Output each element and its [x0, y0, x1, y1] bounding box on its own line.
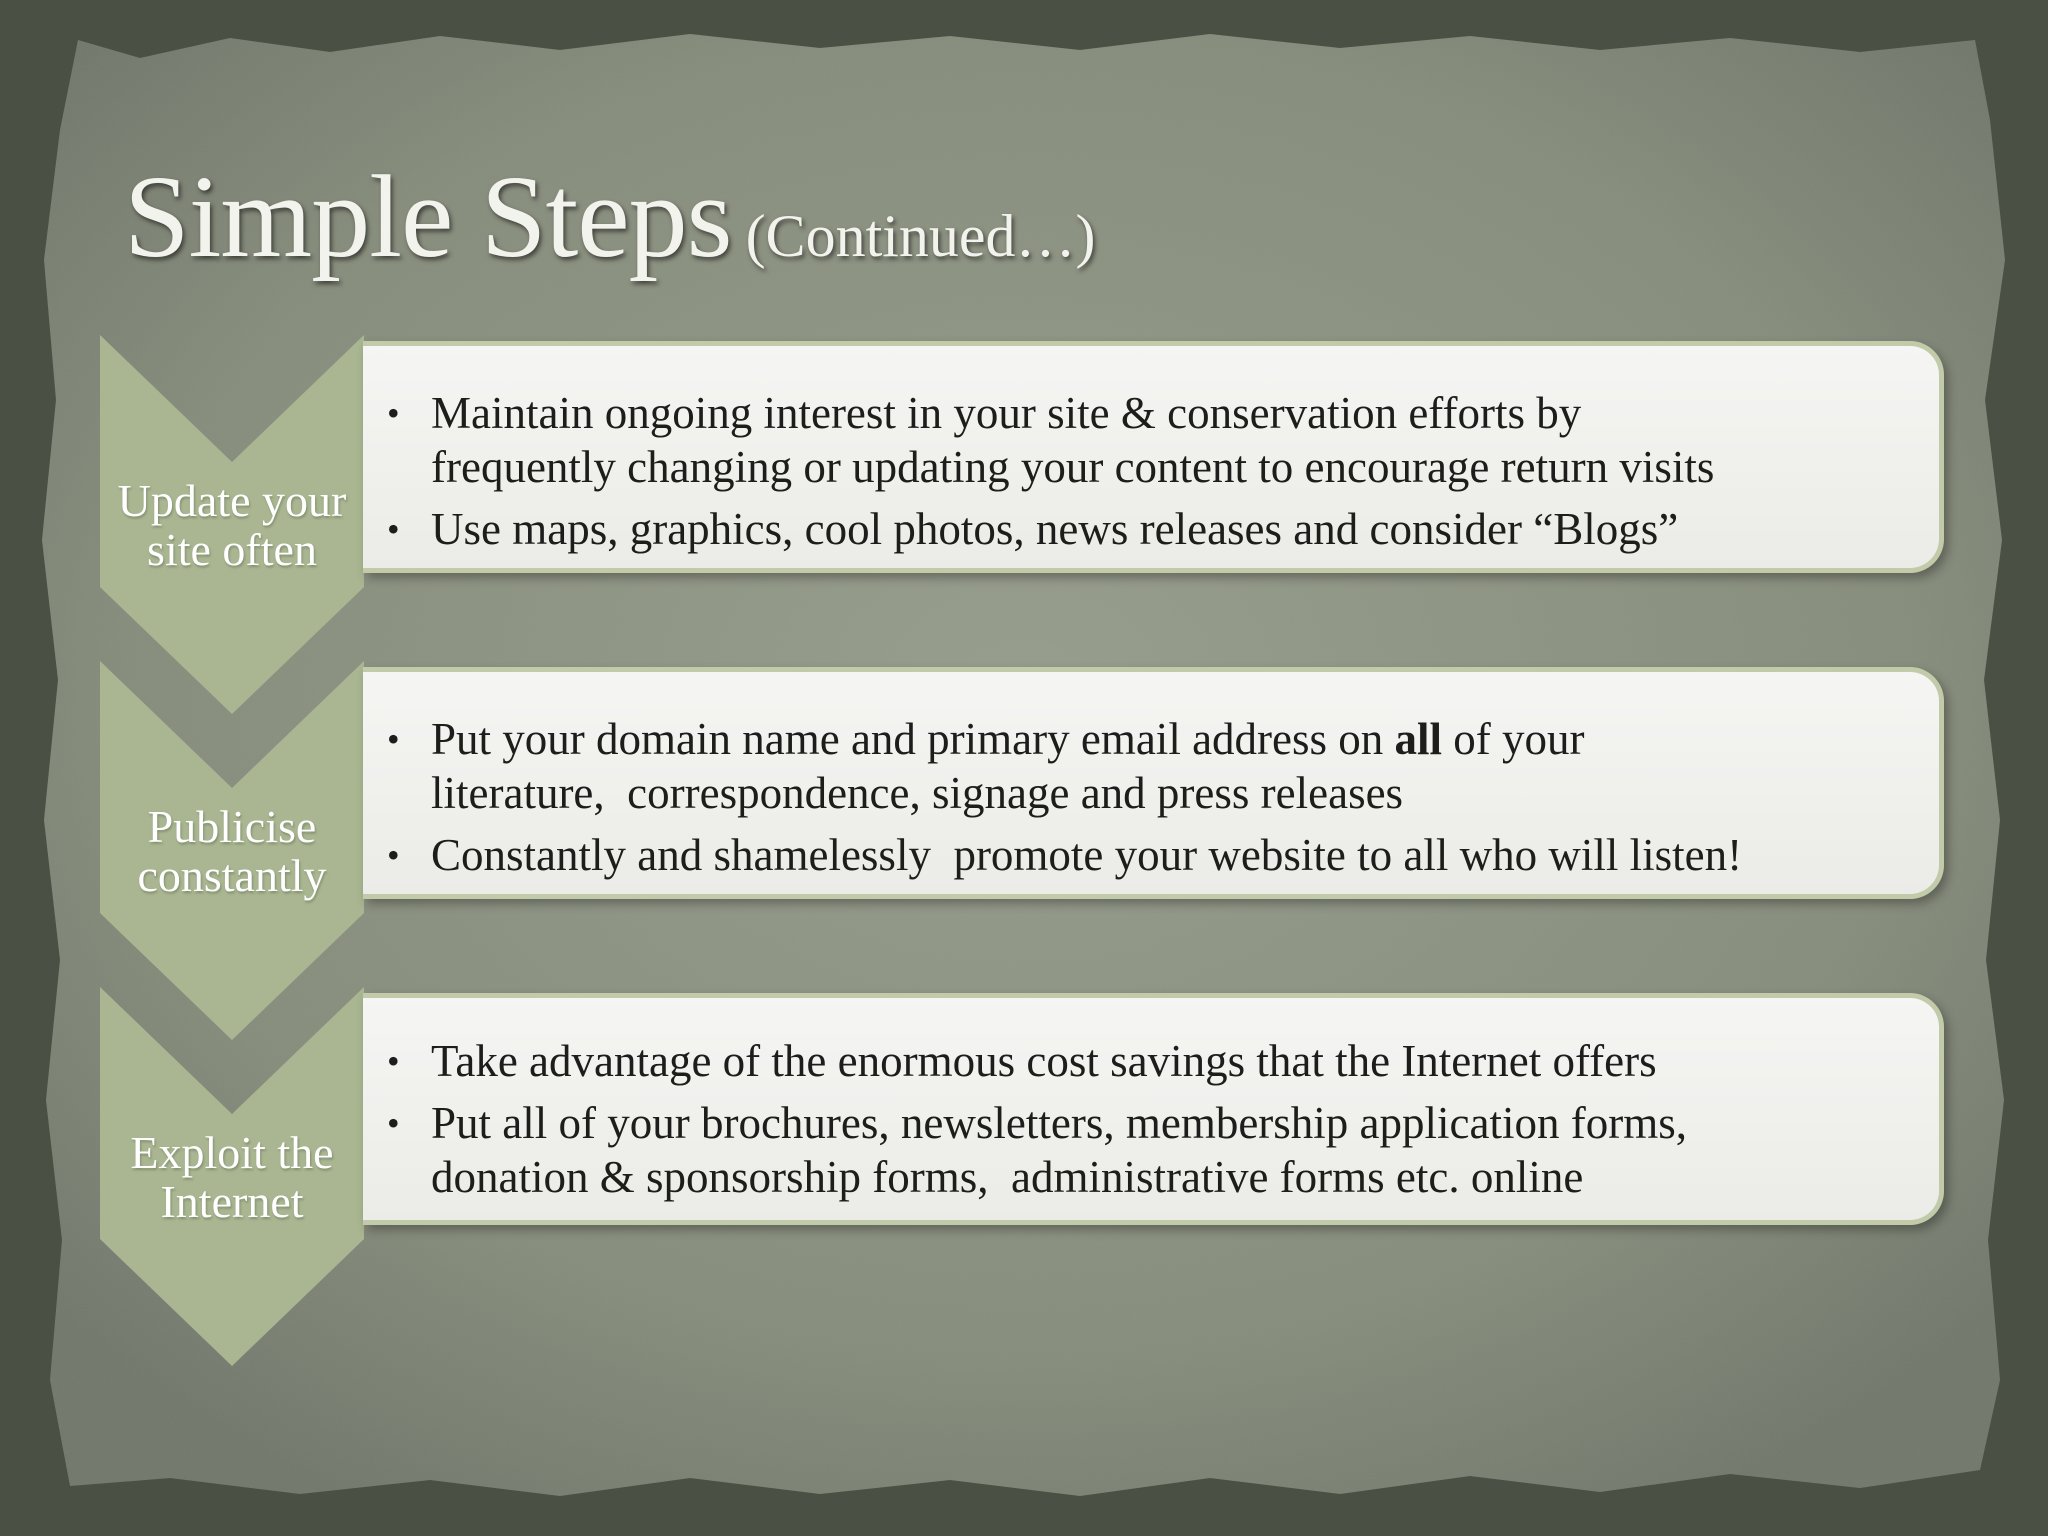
bullet-line: frequently changing or updating your content to encourage return visits — [431, 442, 1715, 492]
bullet-list — [387, 1034, 1927, 1212]
bullet-line: Use maps, graphics, cool photos, news releases and consider “Blogs” — [431, 504, 1679, 554]
bullet-line: Take advantage of the enormous cost savings that the Internet offers — [431, 1036, 1657, 1086]
bullet-list — [387, 386, 1927, 564]
title-main: Simple Steps — [124, 151, 732, 282]
bullet-item — [387, 1034, 1927, 1088]
step-card-update-site — [363, 341, 1944, 573]
step-label-exploit-internet: Exploit the Internet — [130, 1127, 334, 1227]
bullet-text: Put your domain name and primary email address on — [431, 714, 1395, 764]
bullet-item — [387, 712, 1927, 820]
step-card-exploit-internet — [363, 993, 1944, 1225]
bullet-line: Maintain ongoing interest in your site & conservation efforts by — [431, 388, 1582, 438]
step-card-publicise — [363, 667, 1944, 899]
bullet-item — [387, 386, 1927, 494]
bullet-line: donation & sponsorship forms, administrative forms etc. online — [431, 1152, 1584, 1202]
bullet-item — [387, 828, 1927, 882]
bullet-list — [387, 712, 1927, 890]
step-label-update-site: Update your site often — [117, 475, 347, 575]
bullet-item — [387, 502, 1927, 556]
title-subtitle: (Continued…) — [745, 203, 1096, 269]
bullet-item — [387, 1096, 1927, 1204]
bullet-line: literature, correspondence, signage and press releases — [431, 768, 1404, 818]
bullet-line: Constantly and shamelessly promote your website to all who will listen! — [431, 830, 1743, 880]
emphasis-text: all — [1394, 714, 1443, 764]
step-label-publicise: Publicise constantly — [137, 801, 327, 901]
bullet-text: of your — [1442, 714, 1585, 764]
bullet-line: Put all of your brochures, newsletters, membership application forms, — [431, 1098, 1687, 1148]
